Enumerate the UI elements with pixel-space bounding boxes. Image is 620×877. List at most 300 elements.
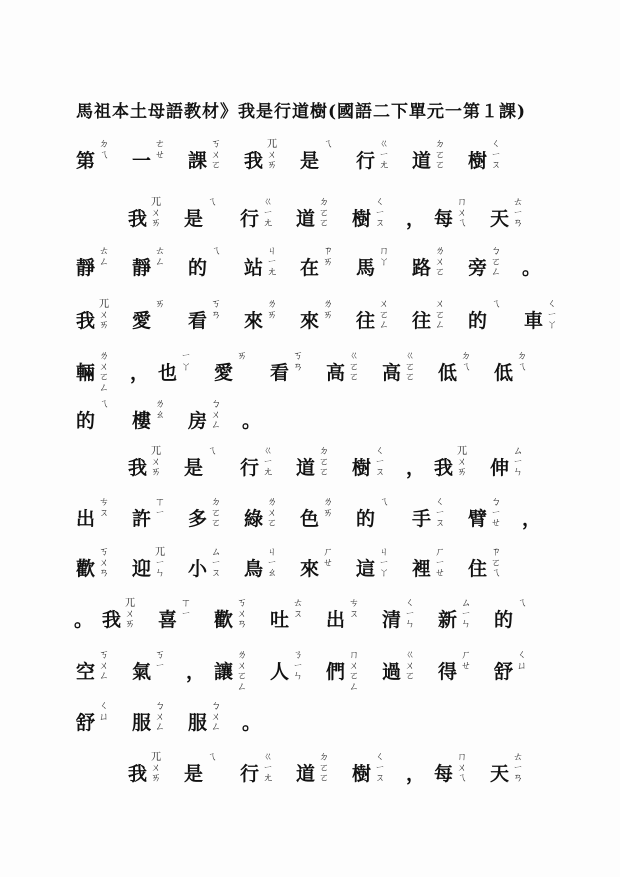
han-character: 讓 <box>214 661 234 683</box>
han-character: 也 <box>158 362 178 384</box>
zhuyin-symbol: ㄥ <box>211 722 221 733</box>
zhuyin-symbol: ㄟ <box>517 598 527 609</box>
han-character: 站 <box>244 257 264 279</box>
zhuyin-symbol: ㄞ <box>151 773 161 784</box>
zhuyin-symbol: ㄢ <box>513 773 523 784</box>
zhuyin-annotation <box>490 247 502 279</box>
han-character: 看 <box>188 310 208 332</box>
zhuyin-symbol: ㄧ <box>379 557 389 569</box>
zhuyin-symbol: ㄢ <box>99 568 109 579</box>
zhuyin-symbol: ㄑ <box>547 299 557 310</box>
zhuyin-symbol: ㄥ <box>237 681 247 693</box>
zhuyin-symbol: ㄍ <box>405 650 415 661</box>
zhuyin-symbol: ㄢ <box>237 619 247 630</box>
zhuyin-symbol: ㄛ <box>319 456 329 468</box>
zhuyin-annotation <box>206 198 218 209</box>
han-character: 是 <box>184 208 204 230</box>
zhuyin-annotation <box>404 599 416 631</box>
han-character: 服 <box>132 712 152 734</box>
zhuyin-annotation <box>206 447 218 458</box>
zhuyin-symbol: ㄧ <box>379 149 389 161</box>
zhuyin-annotation <box>154 300 166 311</box>
zhuyin-symbol: ㄧ <box>405 608 415 620</box>
zhuyin-symbol: ㄎ <box>293 351 303 362</box>
zhuyin-symbol: ㄟ <box>379 497 389 508</box>
zhuyin-symbol: ㄧ <box>491 507 501 519</box>
zhuyin-symbol: ㄫ <box>155 547 165 558</box>
zhuyin-symbol: ㄥ <box>211 420 221 431</box>
zhuyin-symbol: ㄧ <box>435 557 445 569</box>
zhuyin-symbol: ㄞ <box>323 507 333 519</box>
zhuyin-symbol: ㄥ <box>99 671 109 682</box>
zhuyin-annotation <box>266 247 278 279</box>
zhuyin-symbol: ㄨ <box>435 299 445 310</box>
punctuation: ， <box>186 661 206 683</box>
zhuyin-annotation <box>516 352 528 373</box>
zhuyin-symbol: ㄅ <box>211 701 221 712</box>
zhuyin-symbol: ㄧ <box>513 207 523 219</box>
han-character: 路 <box>412 257 432 279</box>
zhuyin-symbol: ㄛ <box>99 372 109 383</box>
zhuyin-symbol: ㄟ <box>99 399 109 410</box>
zhuyin-symbol: ㄩ <box>99 711 109 723</box>
zhuyin-symbol: ㄑ <box>517 650 527 661</box>
zhuyin-symbol: ㄛ <box>319 467 329 478</box>
zhuyin-symbol: ㄡ <box>491 160 501 171</box>
zhuyin-annotation <box>374 447 386 479</box>
zhuyin-symbol: ㄊ <box>293 598 303 609</box>
zhuyin-annotation <box>210 498 222 530</box>
zhuyin-annotation <box>460 599 472 631</box>
zhuyin-symbol: ㄫ <box>151 752 161 763</box>
zhuyin-annotation <box>292 352 304 373</box>
punctuation: ， <box>406 457 426 479</box>
han-character: 樓 <box>132 410 152 432</box>
zhuyin-symbol: ㄣ <box>513 467 523 478</box>
han-character: 空 <box>76 661 96 683</box>
zhuyin-symbol: ㄟ <box>99 149 109 161</box>
zhuyin-symbol: ㄨ <box>267 149 277 161</box>
zhuyin-annotation <box>318 447 330 479</box>
zhuyin-symbol: ㄨ <box>379 299 389 310</box>
punctuation: ， <box>406 763 426 785</box>
zhuyin-symbol: ㄨ <box>211 409 221 421</box>
zhuyin-symbol: ㄌ <box>323 299 333 310</box>
han-character: 舒 <box>494 661 514 683</box>
zhuyin-annotation <box>322 498 334 519</box>
zhuyin-annotation <box>98 498 110 519</box>
zhuyin-symbol: ㄨ <box>457 207 467 219</box>
zhuyin-annotation <box>322 300 334 321</box>
zhuyin-symbol: ㄎ <box>211 299 221 310</box>
han-character: 我 <box>102 609 122 631</box>
zhuyin-symbol: ㄝ <box>461 660 471 672</box>
zhuyin-annotation <box>98 651 110 683</box>
zhuyin-symbol: ㄟ <box>457 218 467 229</box>
zhuyin-annotation <box>456 753 468 785</box>
zhuyin-symbol: ㄇ <box>457 197 467 208</box>
zhuyin-symbol: ㄌ <box>99 351 109 362</box>
zhuyin-symbol: ㄣ <box>293 671 303 682</box>
han-character: 高 <box>382 362 402 384</box>
han-character: 高 <box>326 362 346 384</box>
zhuyin-annotation <box>262 198 274 230</box>
zhuyin-annotation <box>378 548 390 580</box>
zhuyin-annotation <box>266 300 278 321</box>
zhuyin-annotation <box>512 447 524 479</box>
zhuyin-symbol: ㄠ <box>155 409 165 421</box>
zhuyin-symbol: ㄏ <box>461 650 471 661</box>
zhuyin-symbol: ㄘ <box>349 598 359 609</box>
zhuyin-symbol: ㄛ <box>435 309 445 321</box>
zhuyin-annotation <box>512 198 524 230</box>
zhuyin-symbol: ㄧ <box>513 456 523 468</box>
zhuyin-annotation <box>348 352 360 384</box>
zhuyin-annotation <box>378 300 390 332</box>
zhuyin-annotation <box>98 400 110 411</box>
zhuyin-symbol: ㄧ <box>155 557 165 569</box>
zhuyin-symbol: ㄞ <box>267 160 277 171</box>
zhuyin-annotation <box>210 247 222 258</box>
zhuyin-symbol: ㄩ <box>517 660 527 672</box>
han-character: 裡 <box>412 558 432 580</box>
zhuyin-symbol: ㄡ <box>375 467 385 478</box>
zhuyin-symbol: ㄒ <box>181 598 191 609</box>
zhuyin-symbol: ㄨ <box>125 608 135 620</box>
zhuyin-annotation <box>348 651 360 693</box>
zhuyin-symbol: ㄗ <box>323 246 333 257</box>
zhuyin-symbol: ㄐ <box>267 246 277 257</box>
zhuyin-annotation <box>456 198 468 230</box>
zhuyin-symbol: ㄫ <box>457 446 467 457</box>
zhuyin-symbol: ㄡ <box>99 507 109 519</box>
zhuyin-symbol: ㄫ <box>151 446 161 457</box>
zhuyin-symbol: ㄟ <box>491 299 501 310</box>
zhuyin-annotation <box>378 140 390 172</box>
han-character: 綠 <box>244 508 264 530</box>
zhuyin-symbol: ㄫ <box>267 139 277 150</box>
zhuyin-symbol: ㄉ <box>211 497 221 508</box>
zhuyin-symbol: ㄨ <box>211 711 221 723</box>
zhuyin-symbol: ㄛ <box>405 671 415 682</box>
zhuyin-symbol: ㄨ <box>151 207 161 219</box>
zhuyin-symbol: ㄥ <box>379 320 389 331</box>
zhuyin-symbol: ㄍ <box>405 351 415 362</box>
zhuyin-symbol: ㄗ <box>491 547 501 558</box>
zhuyin-symbol: ㄞ <box>323 256 333 268</box>
han-character: 一 <box>132 150 152 172</box>
han-character: 旁 <box>468 257 488 279</box>
zhuyin-symbol: ㄝ <box>155 149 165 161</box>
han-character: 靜 <box>132 257 152 279</box>
han-character: 得 <box>438 661 458 683</box>
zhuyin-annotation <box>404 352 416 384</box>
zhuyin-annotation <box>210 140 222 172</box>
han-character: 樹 <box>352 208 372 230</box>
zhuyin-symbol: ㄡ <box>211 568 221 579</box>
zhuyin-symbol: ㄛ <box>319 218 329 229</box>
zhuyin-annotation <box>150 753 162 785</box>
zhuyin-symbol: ㄧ <box>181 608 191 620</box>
zhuyin-symbol: ㄐ <box>379 547 389 558</box>
han-character: 靜 <box>76 257 96 279</box>
zhuyin-symbol: ㄉ <box>435 139 445 150</box>
punctuation: 。 <box>74 609 94 631</box>
zhuyin-symbol: ㄞ <box>237 351 247 362</box>
zhuyin-symbol: ㄟ <box>517 361 527 373</box>
zhuyin-annotation <box>210 548 222 580</box>
zhuyin-symbol: ㄫ <box>125 598 135 609</box>
zhuyin-symbol: ㄧ <box>263 207 273 219</box>
han-character: 的 <box>76 410 96 432</box>
han-character: 愛 <box>132 310 152 332</box>
zhuyin-symbol: ㄝ <box>435 568 445 579</box>
zhuyin-symbol: ㄎ <box>99 650 109 661</box>
zhuyin-symbol: ㄙ <box>461 598 471 609</box>
zhuyin-annotation <box>210 400 222 432</box>
zhuyin-annotation <box>434 247 446 279</box>
zhuyin-symbol: ㄨ <box>151 762 161 774</box>
han-character: 我 <box>244 150 264 172</box>
zhuyin-symbol: ㄛ <box>349 372 359 383</box>
han-character: 看 <box>270 362 290 384</box>
zhuyin-symbol: ㄧ <box>267 557 277 569</box>
zhuyin-symbol: ㄞ <box>457 467 467 478</box>
zhuyin-symbol: ㄊ <box>99 246 109 257</box>
han-character: 我 <box>434 457 454 479</box>
zhuyin-annotation <box>266 140 278 172</box>
han-character: 是 <box>300 150 320 172</box>
zhuyin-symbol: ㄐ <box>267 547 277 558</box>
zhuyin-symbol: ㄟ <box>207 752 217 763</box>
han-character: 喜 <box>158 609 178 631</box>
han-character: 清 <box>382 609 402 631</box>
zhuyin-symbol: ㄞ <box>125 619 135 630</box>
zhuyin-symbol: ㄛ <box>211 518 221 529</box>
han-character: 行 <box>356 150 376 172</box>
zhuyin-symbol: ㄉ <box>517 351 527 362</box>
zhuyin-symbol: ㄥ <box>491 267 501 278</box>
zhuyin-symbol: ㄛ <box>319 762 329 774</box>
zhuyin-symbol: ㄍ <box>263 197 273 208</box>
han-character: 住 <box>468 558 488 580</box>
han-character: 伸 <box>490 457 510 479</box>
zhuyin-symbol: ㄛ <box>491 256 501 268</box>
zhuyin-symbol: ㄚ <box>181 361 191 373</box>
zhuyin-annotation <box>154 702 166 734</box>
han-character: 我 <box>128 457 148 479</box>
han-character: 出 <box>76 508 96 530</box>
han-character: 道 <box>412 150 432 172</box>
zhuyin-symbol: ㄞ <box>155 299 165 310</box>
zhuyin-symbol: ㄣ <box>461 619 471 630</box>
zhuyin-symbol: ㄧ <box>435 507 445 519</box>
han-character: 往 <box>356 310 376 332</box>
zhuyin-symbol: ㄧ <box>155 507 165 519</box>
zhuyin-symbol: ㄎ <box>155 650 165 661</box>
zhuyin-annotation <box>262 753 274 785</box>
zhuyin-symbol: ㄌ <box>323 497 333 508</box>
zhuyin-symbol: ㄟ <box>323 139 333 150</box>
zhuyin-symbol: ㄢ <box>211 309 221 321</box>
zhuyin-symbol: ㄣ <box>155 568 165 579</box>
zhuyin-annotation <box>236 352 248 363</box>
han-character: 吐 <box>270 609 290 631</box>
zhuyin-symbol: ㄟ <box>207 446 217 457</box>
zhuyin-symbol: ㄜ <box>155 139 165 150</box>
zhuyin-symbol: ㄎ <box>237 598 247 609</box>
zhuyin-symbol: ㄛ <box>349 361 359 373</box>
zhuyin-symbol: ㄅ <box>491 246 501 257</box>
zhuyin-symbol: ㄞ <box>151 467 161 478</box>
zhuyin-symbol: ㄢ <box>513 218 523 229</box>
zhuyin-symbol: ㄨ <box>237 660 247 672</box>
zhuyin-symbol: ㄟ <box>461 361 471 373</box>
zhuyin-annotation <box>154 498 166 519</box>
han-character: 多 <box>188 508 208 530</box>
han-character: 的 <box>356 508 376 530</box>
zhuyin-symbol: ㄡ <box>375 773 385 784</box>
han-character: 第 <box>76 150 96 172</box>
zhuyin-symbol: ㄍ <box>379 139 389 150</box>
zhuyin-symbol: ㄙ <box>211 547 221 558</box>
zhuyin-symbol: ㄧ <box>155 660 165 672</box>
zhuyin-symbol: ㄚ <box>379 256 389 268</box>
zhuyin-symbol: ㄊ <box>155 246 165 257</box>
han-character: 低 <box>494 362 514 384</box>
zhuyin-symbol: ㄨ <box>267 507 277 519</box>
han-character: 愛 <box>214 362 234 384</box>
han-character: 人 <box>270 661 290 683</box>
zhuyin-symbol: ㄉ <box>99 139 109 150</box>
zhuyin-symbol: ㄒ <box>155 497 165 508</box>
han-character: 在 <box>300 257 320 279</box>
zhuyin-annotation <box>154 247 166 268</box>
zhuyin-annotation <box>490 548 502 580</box>
punctuation: 。 <box>242 410 262 432</box>
zhuyin-symbol: ㄨ <box>151 456 161 468</box>
zhuyin-annotation <box>154 548 166 580</box>
han-character: 小 <box>188 558 208 580</box>
zhuyin-symbol: ㄌ <box>155 399 165 410</box>
zhuyin-annotation <box>374 198 386 230</box>
punctuation: ， <box>130 362 150 384</box>
zhuyin-symbol: ㄉ <box>319 752 329 763</box>
zhuyin-symbol: ㄌ <box>237 650 247 661</box>
zhuyin-symbol: ㄑ <box>375 446 385 457</box>
zhuyin-annotation <box>266 498 278 530</box>
han-character: 色 <box>300 508 320 530</box>
han-character: 服 <box>188 712 208 734</box>
han-character: 道 <box>296 763 316 785</box>
zhuyin-symbol: ㄧ <box>263 456 273 468</box>
zhuyin-symbol: ㄎ <box>211 139 221 150</box>
zhuyin-symbol: ㄇ <box>349 650 359 661</box>
zhuyin-symbol: ㄘ <box>99 497 109 508</box>
zhuyin-symbol: ㄨ <box>435 256 445 268</box>
zhuyin-annotation <box>490 300 502 311</box>
han-character: 課 <box>188 150 208 172</box>
zhuyin-annotation <box>98 300 110 332</box>
zhuyin-annotation <box>318 198 330 230</box>
zhuyin-annotation <box>236 599 248 631</box>
han-character: 道 <box>296 208 316 230</box>
zhuyin-symbol: ㄧ <box>267 256 277 268</box>
zhuyin-symbol: ㄧ <box>375 762 385 774</box>
zhuyin-symbol: ㄅ <box>211 399 221 410</box>
han-character: 這 <box>356 558 376 580</box>
han-character: 我 <box>128 208 148 230</box>
zhuyin-annotation <box>292 599 304 620</box>
han-character: 道 <box>296 457 316 479</box>
han-character: 舒 <box>76 712 96 734</box>
zhuyin-symbol: ㄍ <box>263 752 273 763</box>
zhuyin-annotation <box>210 702 222 734</box>
zhuyin-symbol: ㄨ <box>99 660 109 672</box>
han-character: 新 <box>438 609 458 631</box>
han-character: 鳥 <box>244 558 264 580</box>
zhuyin-annotation <box>98 702 110 723</box>
zhuyin-symbol: ㄧ <box>461 608 471 620</box>
zhuyin-symbol: ㄧ <box>211 557 221 569</box>
zhuyin-symbol: ㄤ <box>263 773 273 784</box>
zhuyin-symbol: ㄧ <box>375 207 385 219</box>
han-character: 車 <box>524 310 544 332</box>
zhuyin-symbol: ㄝ <box>491 518 501 529</box>
zhuyin-symbol: ㄊ <box>513 752 523 763</box>
zhuyin-symbol: ㄛ <box>405 361 415 373</box>
zhuyin-annotation <box>434 548 446 580</box>
zhuyin-annotation <box>262 447 274 479</box>
zhuyin-symbol: ㄛ <box>435 160 445 171</box>
zhuyin-symbol: ㄊ <box>513 197 523 208</box>
zhuyin-symbol: ㄏ <box>323 547 333 558</box>
zhuyin-annotation <box>292 651 304 683</box>
zhuyin-annotation <box>460 651 472 672</box>
zhuyin-symbol: ㄥ <box>435 320 445 331</box>
zhuyin-symbol: ㄛ <box>349 671 359 682</box>
zhuyin-symbol: ㄛ <box>211 160 221 171</box>
zhuyin-symbol: ㄋ <box>293 650 303 661</box>
zhuyin-symbol: ㄥ <box>155 722 165 733</box>
zhuyin-symbol: ㄧ <box>491 149 501 161</box>
zhuyin-symbol: ㄟ <box>207 197 217 208</box>
zhuyin-symbol: ㄉ <box>319 197 329 208</box>
zhuyin-annotation <box>512 753 524 785</box>
zhuyin-symbol: ㄤ <box>267 267 277 278</box>
zhuyin-annotation <box>98 140 110 161</box>
zhuyin-symbol: ㄛ <box>319 207 329 219</box>
zhuyin-symbol: ㄌ <box>267 299 277 310</box>
zhuyin-symbol: ㄧ <box>181 351 191 362</box>
zhuyin-symbol: ㄚ <box>547 320 557 331</box>
han-character: 手 <box>412 508 432 530</box>
zhuyin-symbol: ㄡ <box>349 608 359 620</box>
zhuyin-symbol: ㄫ <box>151 197 161 208</box>
zhuyin-symbol: ㄇ <box>379 246 389 257</box>
han-character: 是 <box>184 457 204 479</box>
zhuyin-symbol: ㄨ <box>457 762 467 774</box>
zhuyin-annotation <box>374 753 386 785</box>
zhuyin-annotation <box>206 753 218 764</box>
zhuyin-annotation <box>322 548 334 569</box>
zhuyin-symbol: ㄛ <box>267 518 277 529</box>
zhuyin-symbol: ㄛ <box>405 372 415 383</box>
zhuyin-symbol: ㄨ <box>155 711 165 723</box>
han-character: 來 <box>244 310 264 332</box>
zhuyin-annotation <box>434 140 446 172</box>
punctuation: ， <box>406 208 426 230</box>
